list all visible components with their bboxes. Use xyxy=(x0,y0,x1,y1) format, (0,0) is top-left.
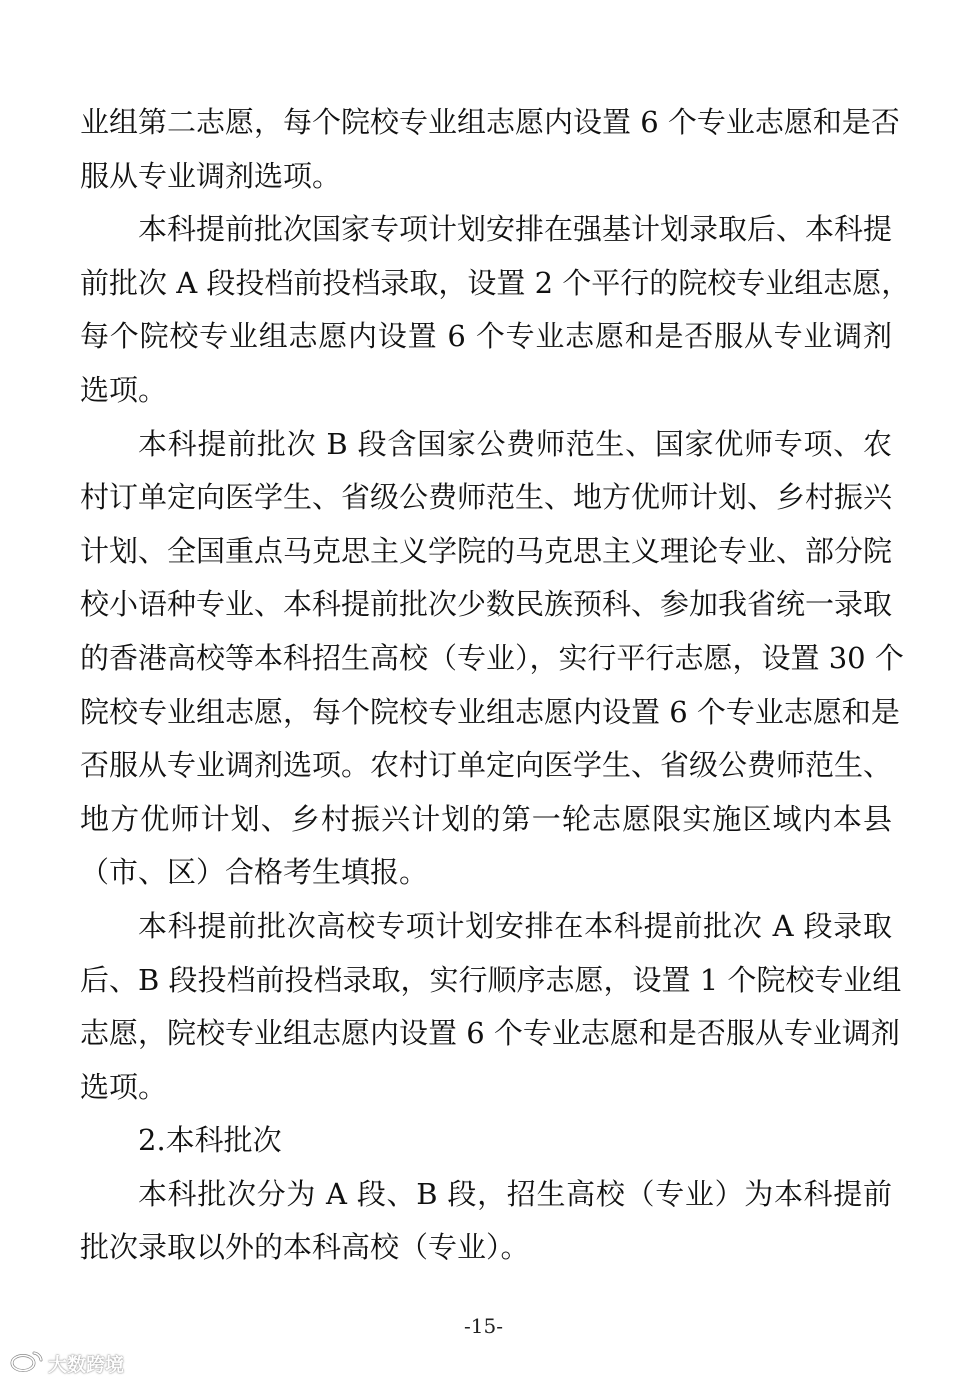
text-line: 批次录取以外的本科高校（专业）。 xyxy=(80,1230,530,1265)
text-line: 前批次 A 段投档前投档录取，设置 2 个平行的院校专业组志愿， xyxy=(80,265,911,300)
text-line: 村订单定向医学生、省级公费师范生、地方优师计划、乡村振兴 xyxy=(80,480,893,515)
text-line: 后、B 段投档前投档录取，实行顺序志愿，设置 1 个院校专业组 xyxy=(80,962,902,997)
section-heading: 2.本科批次 xyxy=(138,1123,282,1158)
watermark-text: 大数跨境 xyxy=(48,1353,125,1376)
text-line: 的香港高校等本科招生高校（专业），实行平行志愿，设置 30 个 xyxy=(80,640,904,675)
text-line: 服从专业调剂选项。 xyxy=(80,158,342,193)
text-line: 否服从专业调剂选项。农村订单定向医学生、省级公费师范生、 xyxy=(80,748,893,783)
text-line: 计划、全国重点马克思主义学院的马克思主义理论专业、部分院 xyxy=(80,533,893,568)
text-line: 选项。 xyxy=(80,372,168,407)
page-number: -15- xyxy=(464,1314,503,1338)
text-line: （市、区）合格考生填报。 xyxy=(80,855,429,890)
text-line: 每个院校专业组志愿内设置 6 个专业志愿和是否服从专业调剂 xyxy=(80,319,892,354)
text-line: 本科批次分为 A 段、B 段，招生高校（专业）为本科提前 xyxy=(138,1176,892,1211)
text-line: 本科提前批次 B 段含国家公费师范生、国家优师专项、农 xyxy=(138,426,892,461)
text-line: 选项。 xyxy=(80,1069,168,1104)
document-body xyxy=(80,96,911,1275)
text-line: 校小语种专业、本科提前批次少数民族预科、参加我省统一录取 xyxy=(80,587,893,622)
text-line: 志愿，院校专业组志愿内设置 6 个专业志愿和是否服从专业调剂 xyxy=(80,1016,900,1051)
text-line: 地方优师计划、乡村振兴计划的第一轮志愿限实施区域内本县 xyxy=(80,801,892,836)
text-line: 本科提前批次高校专项计划安排在本科提前批次 A 段录取 xyxy=(138,908,892,943)
text-line: 院校专业组志愿，每个院校专业组志愿内设置 6 个专业志愿和是 xyxy=(80,694,900,729)
weibo-icon xyxy=(10,1350,44,1377)
text-line: 业组第二志愿，每个院校专业组志愿内设置 6 个专业志愿和是否 xyxy=(80,105,900,139)
watermark xyxy=(10,1350,124,1376)
text-line: 本科提前批次国家专项计划安排在强基计划录取后、本科提 xyxy=(138,212,893,247)
